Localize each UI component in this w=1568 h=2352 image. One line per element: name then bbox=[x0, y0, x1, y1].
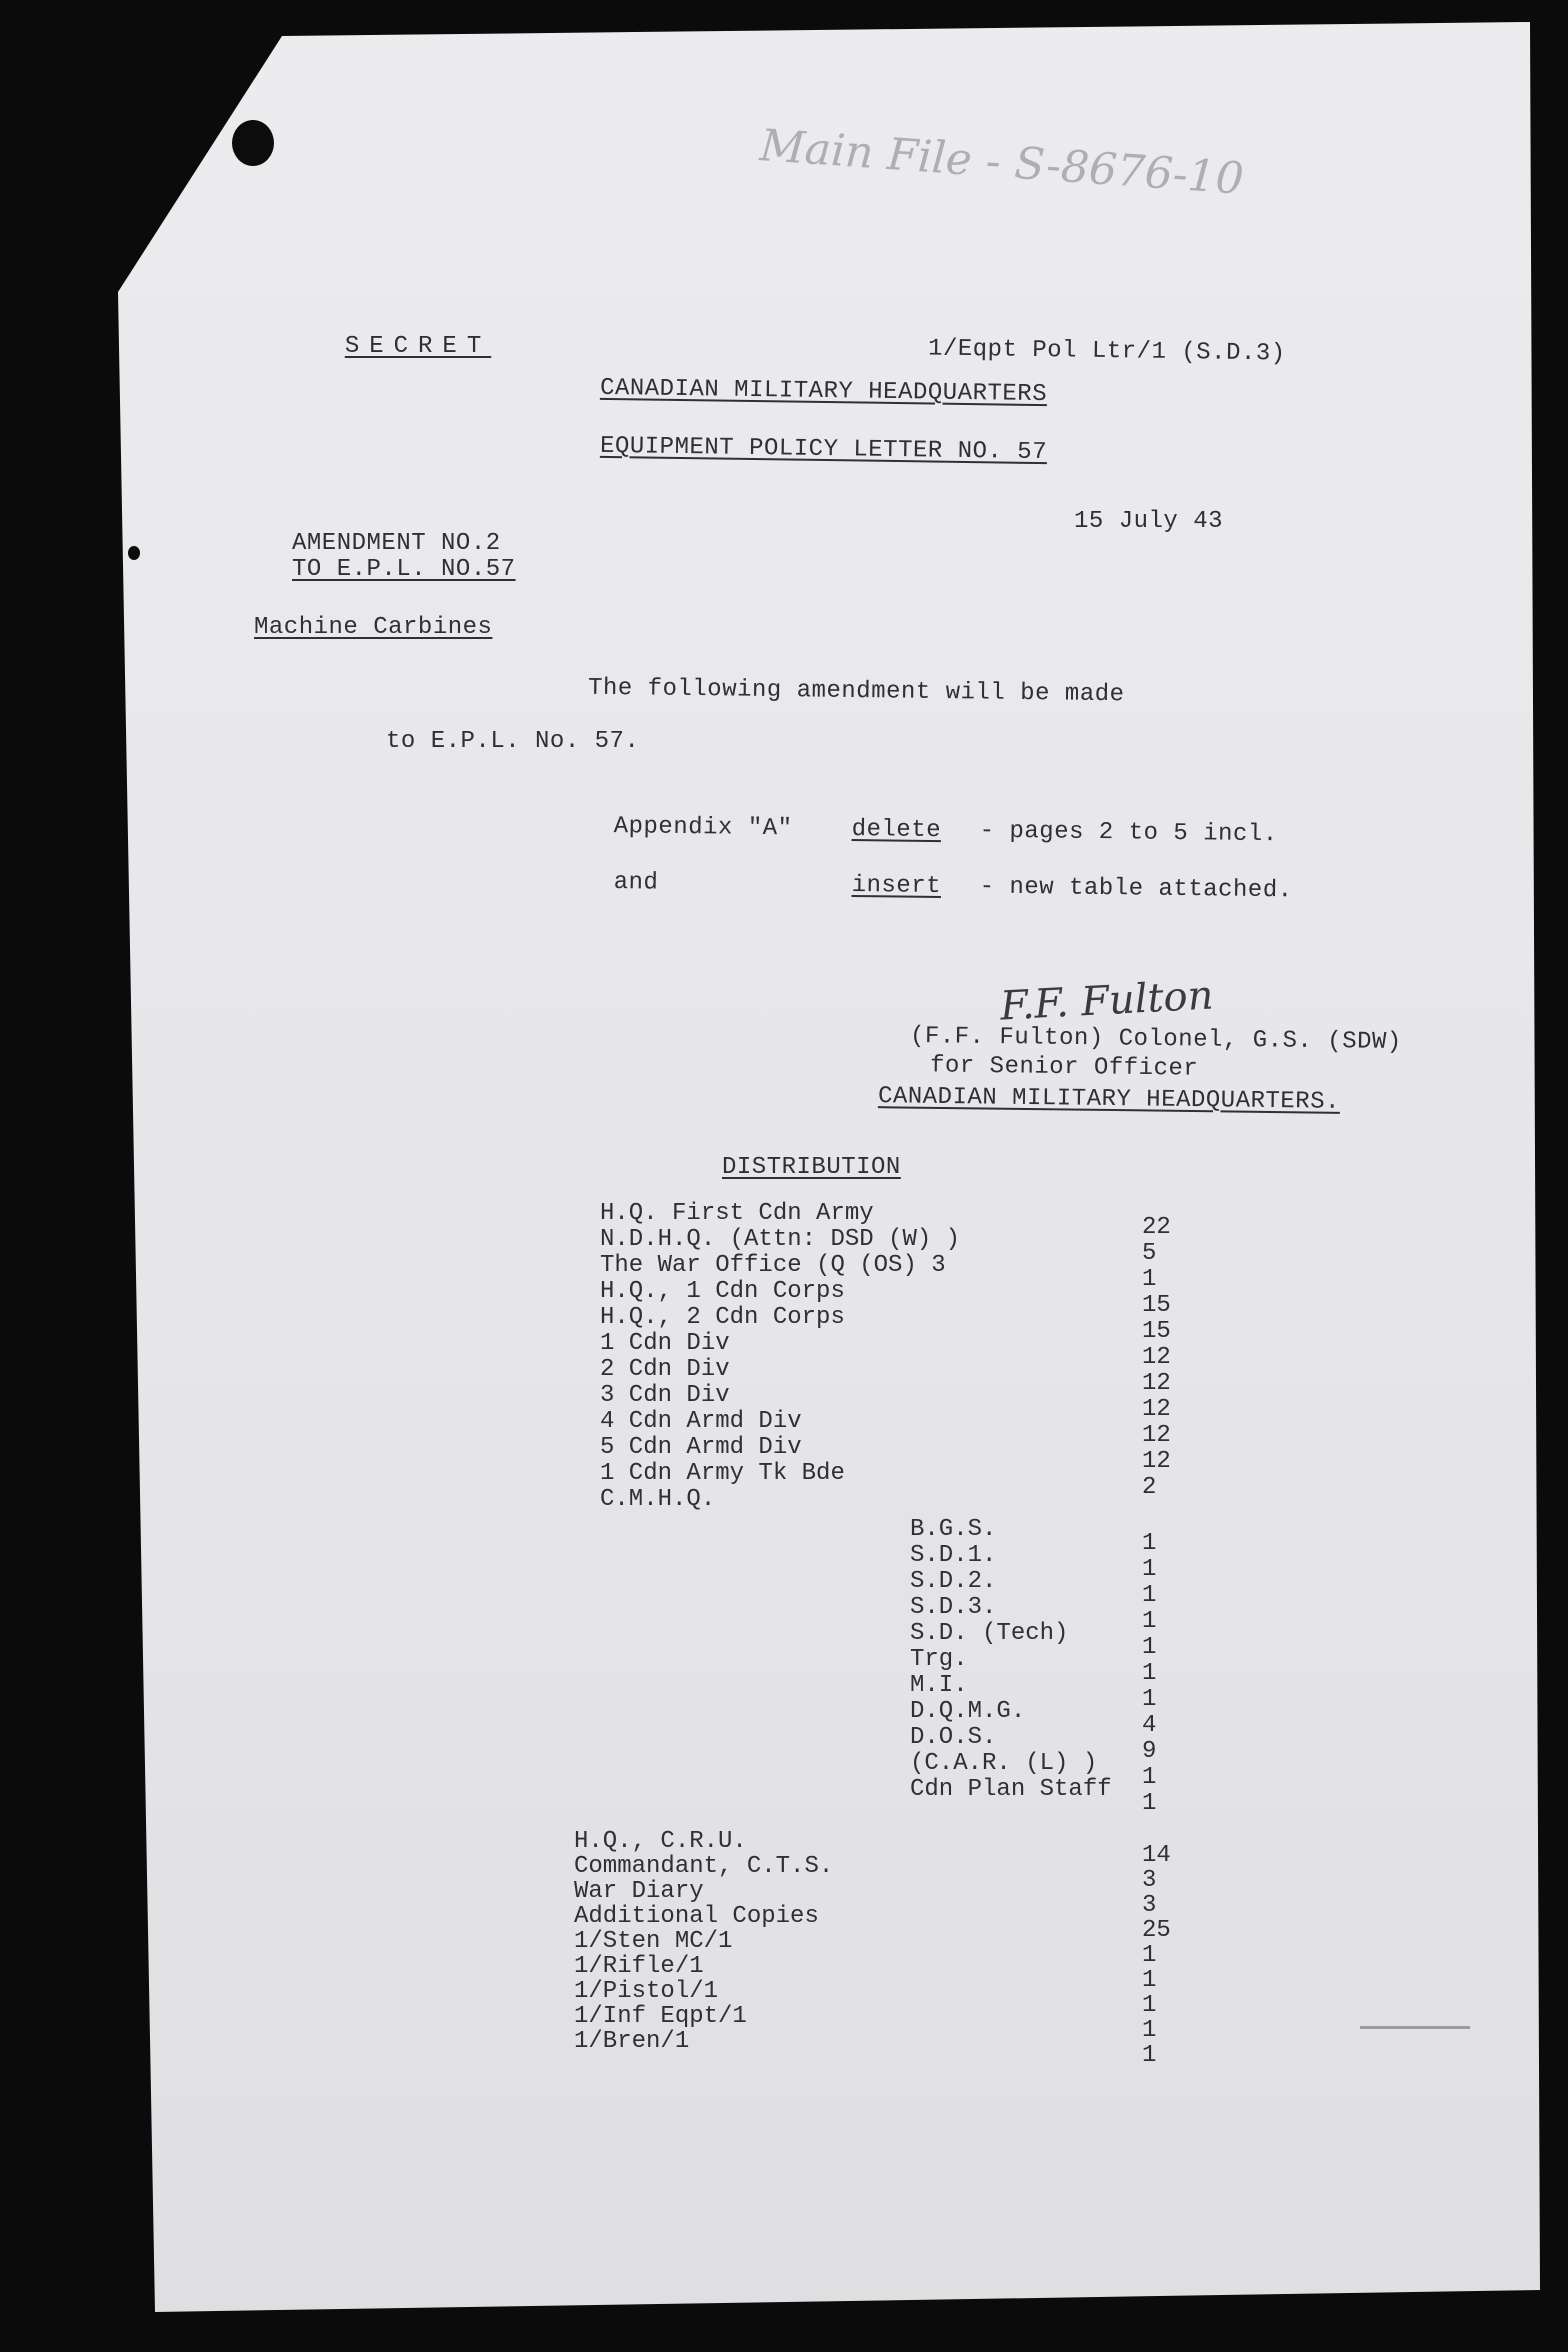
distribution-recipient: 5 Cdn Armd Div bbox=[600, 1434, 802, 1461]
body-line-2: to E.P.L. No. 57. bbox=[386, 728, 640, 755]
distribution-copies: 1 bbox=[1142, 2042, 1157, 2069]
headquarters-title: CANADIAN MILITARY HEADQUARTERS bbox=[599, 374, 1048, 409]
distribution-copies: 12 bbox=[1142, 1344, 1171, 1371]
signature-line-3: CANADIAN MILITARY HEADQUARTERS. bbox=[877, 1083, 1341, 1116]
instruction-detail: - new table attached. bbox=[979, 873, 1293, 905]
distribution-copies: 15 bbox=[1142, 1318, 1171, 1345]
distribution-recipient: 1/Rifle/1 bbox=[574, 1953, 704, 1980]
amendment-number: AMENDMENT NO.2 bbox=[292, 530, 501, 557]
distribution-copies: 2 bbox=[1142, 1474, 1157, 1501]
distribution-copies: 1 bbox=[1142, 1660, 1157, 1687]
letter-date: 15 July 43 bbox=[1074, 508, 1224, 535]
instruction-action: delete bbox=[851, 816, 942, 845]
distribution-recipient: 2 Cdn Div bbox=[600, 1356, 730, 1383]
distribution-copies: 1 bbox=[1142, 1967, 1157, 1994]
distribution-recipient: S.D.2. bbox=[910, 1568, 997, 1595]
distribution-recipient: S.D. (Tech) bbox=[910, 1620, 1069, 1647]
distribution-copies: 9 bbox=[1142, 1738, 1157, 1765]
pin-mark bbox=[1360, 2026, 1470, 2029]
distribution-copies: 15 bbox=[1142, 1292, 1171, 1319]
policy-letter-title: EQUIPMENT POLICY LETTER NO. 57 bbox=[599, 432, 1048, 467]
distribution-recipient: H.Q., 2 Cdn Corps bbox=[600, 1304, 845, 1331]
distribution-copies: 22 bbox=[1142, 1214, 1171, 1241]
distribution-copies: 1 bbox=[1142, 1942, 1157, 1969]
body-line-1: The following amendment will be made bbox=[587, 674, 1125, 709]
file-reference: 1/Eqpt Pol Ltr/1 (S.D.3) bbox=[927, 335, 1286, 368]
distribution-recipient: 1 Cdn Div bbox=[600, 1330, 730, 1357]
instruction-action: insert bbox=[851, 871, 942, 901]
distribution-heading: DISTRIBUTION bbox=[722, 1154, 901, 1181]
distribution-copies: 1 bbox=[1142, 1790, 1157, 1817]
distribution-recipient: S.D.3. bbox=[910, 1594, 997, 1621]
distribution-recipient: D.O.S. bbox=[910, 1724, 997, 1751]
distribution-recipient: 1/Bren/1 bbox=[574, 2028, 690, 2055]
distribution-recipient: 3 Cdn Div bbox=[600, 1382, 730, 1409]
distribution-copies: 1 bbox=[1142, 2017, 1157, 2044]
distribution-recipient: Additional Copies bbox=[574, 1903, 819, 1930]
distribution-copies: 5 bbox=[1142, 1240, 1157, 1267]
distribution-copies: 1 bbox=[1142, 1634, 1157, 1661]
distribution-recipient: (C.A.R. (L) ) bbox=[910, 1750, 1098, 1777]
distribution-copies: 14 bbox=[1142, 1842, 1171, 1869]
instruction-row bbox=[584, 786, 1278, 848]
distribution-recipient: D.Q.M.G. bbox=[910, 1698, 1026, 1725]
distribution-recipient: Trg. bbox=[910, 1646, 968, 1673]
signature-line-2: for Senior Officer bbox=[929, 1052, 1199, 1083]
distribution-recipient: Cdn Plan Staff bbox=[910, 1776, 1112, 1803]
distribution-copies: 25 bbox=[1142, 1917, 1171, 1944]
distribution-copies: 4 bbox=[1142, 1712, 1157, 1739]
distribution-recipient: M.I. bbox=[910, 1672, 968, 1699]
instruction-detail: - pages 2 to 5 incl. bbox=[979, 817, 1278, 849]
subject-heading: Machine Carbines bbox=[254, 614, 493, 641]
instruction-lead: and bbox=[613, 869, 659, 897]
amendment-target: TO E.P.L. NO.57 bbox=[292, 556, 516, 583]
distribution-recipient: 1/Inf Eqpt/1 bbox=[574, 2003, 747, 2030]
distribution-copies: 1 bbox=[1142, 1266, 1157, 1293]
distribution-recipient: H.Q., C.R.U. bbox=[574, 1828, 747, 1855]
distribution-recipient: War Diary bbox=[574, 1878, 704, 1905]
distribution-recipient: 1/Pistol/1 bbox=[574, 1978, 719, 2005]
distribution-copies: 1 bbox=[1142, 1582, 1157, 1609]
distribution-recipient: Commandant, C.T.S. bbox=[574, 1853, 834, 1880]
distribution-recipient: H.Q., 1 Cdn Corps bbox=[600, 1278, 845, 1305]
distribution-copies: 1 bbox=[1142, 1556, 1157, 1583]
distribution-recipient: 4 Cdn Armd Div bbox=[600, 1408, 802, 1435]
distribution-recipient: 1 Cdn Army Tk Bde bbox=[600, 1460, 845, 1487]
security-marking bbox=[296, 306, 491, 360]
distribution-recipient: N.D.H.Q. (Attn: DSD (W) ) bbox=[600, 1226, 961, 1253]
distribution-recipient: S.D.1. bbox=[910, 1542, 997, 1569]
distribution-copies: 12 bbox=[1142, 1370, 1171, 1397]
distribution-copies: 1 bbox=[1142, 1608, 1157, 1635]
distribution-recipient: C.M.H.Q. bbox=[600, 1486, 716, 1513]
distribution-copies: 1 bbox=[1142, 1992, 1157, 2019]
distribution-recipient: The War Office (Q (OS) 3 bbox=[600, 1252, 946, 1279]
instruction-row bbox=[584, 842, 1293, 905]
distribution-copies: 12 bbox=[1142, 1448, 1171, 1475]
distribution-copies: 12 bbox=[1142, 1396, 1171, 1423]
distribution-copies: 3 bbox=[1142, 1892, 1157, 1919]
signature-line-1: (F.F. Fulton) Colonel, G.S. (SDW) bbox=[909, 1022, 1402, 1057]
distribution-copies: 1 bbox=[1142, 1530, 1157, 1557]
handwritten-signature: F.F. Fulton bbox=[998, 972, 1215, 1030]
distribution-copies: 1 bbox=[1142, 1764, 1157, 1791]
distribution-copies: 12 bbox=[1142, 1422, 1171, 1449]
handwritten-file-note: Main File - S-8676-10 bbox=[758, 120, 1246, 205]
instruction-lead: Appendix "A" bbox=[613, 813, 793, 843]
security-marking-text: SECRET bbox=[344, 333, 492, 360]
distribution-copies: 1 bbox=[1142, 1686, 1157, 1713]
punch-hole bbox=[232, 120, 274, 166]
distribution-copies: 3 bbox=[1142, 1867, 1157, 1894]
distribution-recipient: H.Q. First Cdn Army bbox=[600, 1200, 874, 1227]
distribution-recipient: 1/Sten MC/1 bbox=[574, 1928, 733, 1955]
punch-hole-small bbox=[128, 546, 140, 560]
distribution-recipient: B.G.S. bbox=[910, 1516, 997, 1543]
